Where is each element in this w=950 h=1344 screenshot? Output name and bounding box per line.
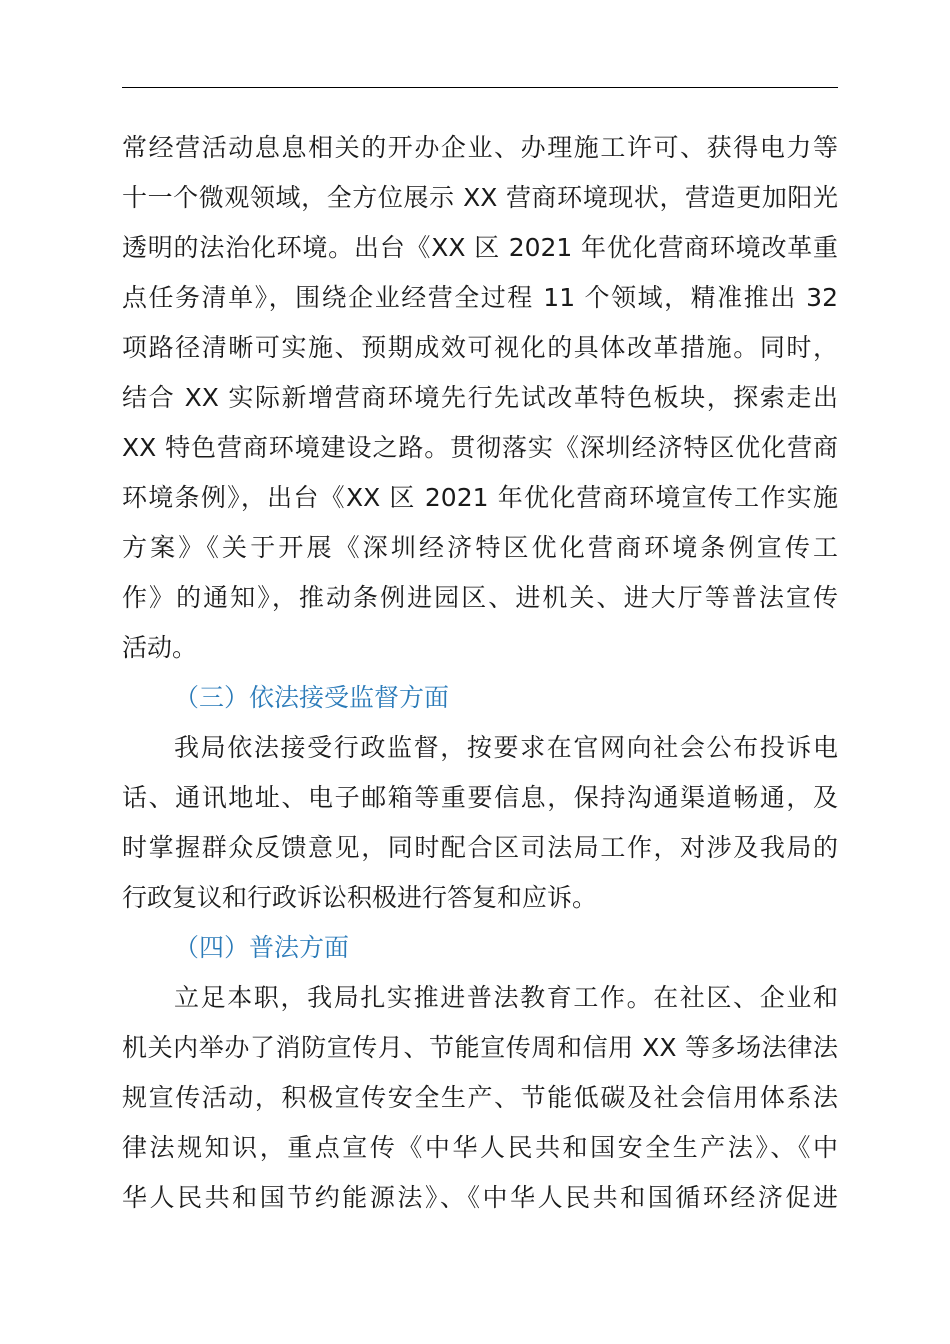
paragraph-business-environment (122, 123, 838, 673)
paragraph-line: 常经营活动息息相关的开办企业、办理施工许可、获得电力等 (122, 133, 838, 162)
paragraph-line: 我局依法接受行政监督，按要求在官网向社会公布投诉电 (174, 733, 838, 762)
paragraph-line: 环境条例》，出台《XX 区 2021 年优化营商环境宣传工作实施 (122, 483, 838, 512)
paragraph-line: 透明的法治化环境。出台《XX 区 2021 年优化营商环境改革重 (122, 233, 838, 262)
paragraph-line: 时掌握群众反馈意见，同时配合区司法局工作，对涉及我局的 (122, 833, 838, 862)
section-heading-supervision: （三）依法接受监督方面 (174, 683, 450, 712)
paragraph-supervision (122, 723, 838, 923)
paragraph-line: 立足本职，我局扎实推进普法教育工作。在社区、企业和 (174, 983, 838, 1012)
paragraph-line: 活动。 (122, 633, 198, 662)
paragraph-line: 律法规知识，重点宣传《中华人民共和国安全生产法》、《中 (122, 1133, 838, 1162)
paragraph-line: 结合 XX 实际新增营商环境先行先试改革特色板块，探索走出 (122, 383, 838, 412)
section-heading-legal-education: （四）普法方面 (174, 933, 350, 962)
paragraph-line: 华人民共和国节约能源法》、《中华人民共和国循环经济促进 (122, 1183, 838, 1212)
paragraph-legal-education (122, 973, 838, 1223)
paragraph-line: 方案》《关于开展《深圳经济特区优化营商环境条例宣传工 (122, 533, 838, 562)
paragraph-line: 点任务清单》，围绕企业经营全过程 11 个领域，精准推出 32 (122, 283, 838, 312)
paragraph-line: 十一个微观领域，全方位展示 XX 营商环境现状，营造更加阳光 (122, 183, 838, 212)
paragraph-line: 话、通讯地址、电子邮箱等重要信息，保持沟通渠道畅通，及 (122, 783, 838, 812)
paragraph-line: XX 特色营商环境建设之路。贯彻落实《深圳经济特区优化营商 (122, 433, 838, 462)
paragraph-line: 行政复议和行政诉讼积极进行答复和应诉。 (122, 883, 598, 912)
paragraph-line: 规宣传活动，积极宣传安全生产、节能低碳及社会信用体系法 (122, 1083, 838, 1112)
paragraph-line: 机关内举办了消防宣传月、节能宣传周和信用 XX 等多场法律法 (122, 1033, 838, 1062)
paragraph-line: 作》的通知》，推动条例进园区、进机关、进大厅等普法宣传 (122, 583, 838, 612)
paragraph-line: 项路径清晰可实施、预期成效可视化的具体改革措施。同时， (122, 333, 838, 362)
header-rule (122, 87, 838, 88)
document-body (122, 123, 838, 1223)
